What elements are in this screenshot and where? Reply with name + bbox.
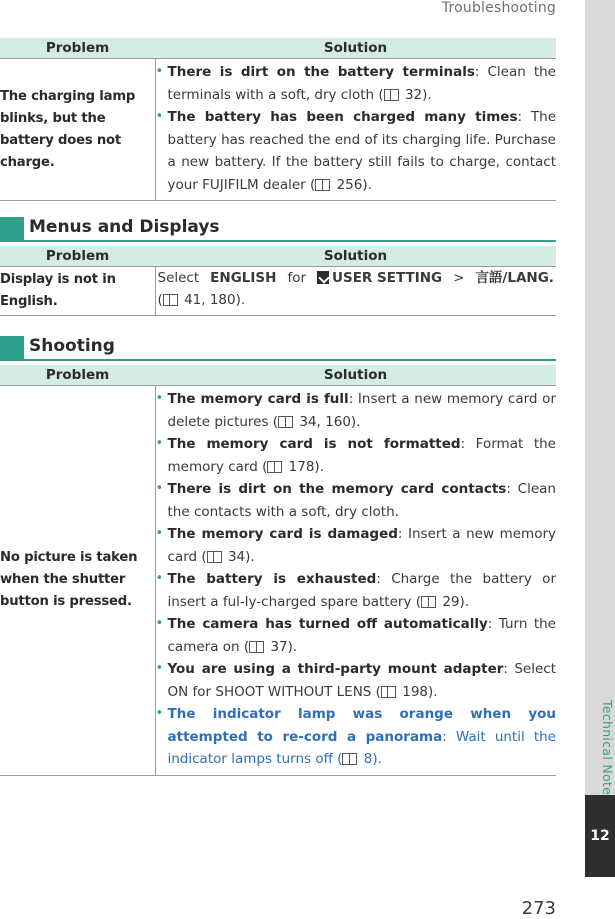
chapter-number: 12	[585, 795, 615, 877]
page-ref-icon	[267, 461, 282, 473]
solution-cause: You are using a third-party mount adapter	[167, 661, 504, 677]
page-reference: 32).	[404, 86, 432, 103]
bullet-icon: •	[155, 706, 164, 721]
page-reference: 37).	[270, 638, 298, 655]
top-table-block	[0, 38, 556, 201]
solution-cause: The memory card is not formatted	[167, 436, 461, 452]
page-reference: 178).	[288, 458, 324, 475]
solution-cause: The battery is exhausted	[167, 571, 377, 587]
language-reference: ( 41, 180).	[157, 292, 246, 308]
section-title: Shooting	[29, 336, 115, 356]
solution-cause: There is dirt on the battery terminals	[167, 64, 475, 80]
menus-table-block	[0, 246, 556, 316]
problem-header: Problem	[0, 246, 155, 267]
page-ref-icon	[381, 686, 396, 698]
page-reference: 34).	[227, 548, 255, 565]
solution-item	[156, 388, 557, 433]
page-ref-icon	[278, 416, 293, 428]
solution-cause: The indicator lamp was orange when you attempted to re-cord a panorama	[167, 706, 556, 745]
solution-cause: The battery has been charged many times	[167, 109, 518, 125]
solution-cause: The memory card is full	[167, 391, 349, 407]
solution-text: : Insert a new memory card (	[167, 526, 556, 565]
wrench-setup-icon	[317, 271, 329, 284]
solution-item	[156, 703, 557, 771]
side-tab-strip	[585, 0, 615, 795]
problem-cell: No picture is taken when the shutter button is pressed.	[0, 386, 155, 776]
solution-text: : Turn the camera on (	[167, 616, 556, 655]
solution-text: : Select ON for SHOOT WITHOUT LENS (	[167, 661, 556, 700]
section-marker	[0, 336, 24, 359]
solution-text: : The battery has reached the end of its charging life. Purchase a new battery. If the battery still fails to charge, contact your FUJIFILM dealer (	[167, 109, 556, 193]
bullet-icon: •	[155, 526, 164, 541]
page-number: 273	[521, 898, 556, 919]
problem-header: Problem	[0, 365, 155, 386]
page-reference: 8).	[363, 751, 382, 767]
running-head: Troubleshooting	[441, 0, 556, 16]
bullet-icon: •	[155, 109, 164, 124]
solution-item	[156, 523, 557, 568]
side-tab-label	[600, 700, 615, 730]
solution-header: Solution	[155, 246, 556, 267]
page-reference: 256).	[336, 176, 372, 193]
solution-text: : Charge the battery or insert a ful-ly-charged spare battery (	[167, 571, 556, 610]
troubleshooting-table-menus	[0, 246, 556, 316]
section-title: Menus and Displays	[29, 217, 220, 237]
solution-header: Solution	[155, 38, 556, 59]
chapter-side-tab	[585, 0, 615, 919]
problem-cell: Display is not in English.	[0, 267, 155, 316]
bullet-icon: •	[155, 64, 164, 79]
bullet-icon: •	[155, 616, 164, 631]
solution-text: : Format the memory card (	[167, 436, 556, 475]
section-heading-shooting	[0, 335, 556, 361]
bullet-icon: •	[155, 391, 164, 406]
solution-cell	[155, 59, 556, 201]
solution-cause: There is dirt on the memory card contacts	[167, 481, 507, 497]
page-ref-icon	[384, 89, 399, 101]
solution-item	[156, 61, 557, 106]
troubleshooting-table-shooting	[0, 365, 556, 776]
solution-item	[156, 658, 557, 703]
solution-cause: The camera has turned off automatically	[167, 616, 488, 632]
problem-cell: The charging lamp blinks, but the battery does not charge.	[0, 59, 155, 201]
bullet-icon: •	[155, 436, 164, 451]
problem-header: Problem	[0, 38, 155, 59]
page-reference: 198).	[402, 683, 438, 700]
section-marker	[0, 217, 24, 240]
solution-text: : Insert a new memory card or delete pictures (	[167, 391, 556, 430]
page-ref-icon	[315, 179, 330, 191]
page-ref-icon	[249, 641, 264, 653]
solution-cell	[155, 267, 556, 316]
solution-cell	[155, 386, 556, 776]
bullet-icon: •	[155, 481, 164, 496]
solution-cause: The memory card is damaged	[167, 526, 398, 542]
solution-item	[156, 613, 557, 658]
solution-item	[156, 433, 557, 478]
solution-item	[156, 568, 557, 613]
section-heading-menus	[0, 216, 556, 242]
solution-text: : Wait until the indicator lamps turns off (	[167, 728, 556, 767]
troubleshooting-table-battery	[0, 38, 556, 201]
solution-header: Solution	[155, 365, 556, 386]
solution-item	[156, 106, 557, 196]
page-ref-icon	[421, 596, 436, 608]
shooting-table-block	[0, 365, 556, 776]
page-ref-icon	[342, 753, 357, 765]
language-instruction: Select ENGLISH for USER SETTING > 言語/LANG.	[157, 270, 554, 286]
bullet-icon: •	[155, 571, 164, 586]
solution-item	[156, 478, 557, 523]
page-ref-icon	[163, 294, 178, 306]
page-ref-icon	[207, 551, 222, 563]
page-reference: 29).	[442, 593, 470, 610]
solution-text: : Clean the contacts with a soft, dry cloth.	[167, 481, 556, 520]
page-reference: 34, 160).	[299, 413, 361, 430]
bullet-icon: •	[155, 661, 164, 676]
solution-text: : Clean the terminals with a soft, dry cloth (	[167, 64, 556, 103]
